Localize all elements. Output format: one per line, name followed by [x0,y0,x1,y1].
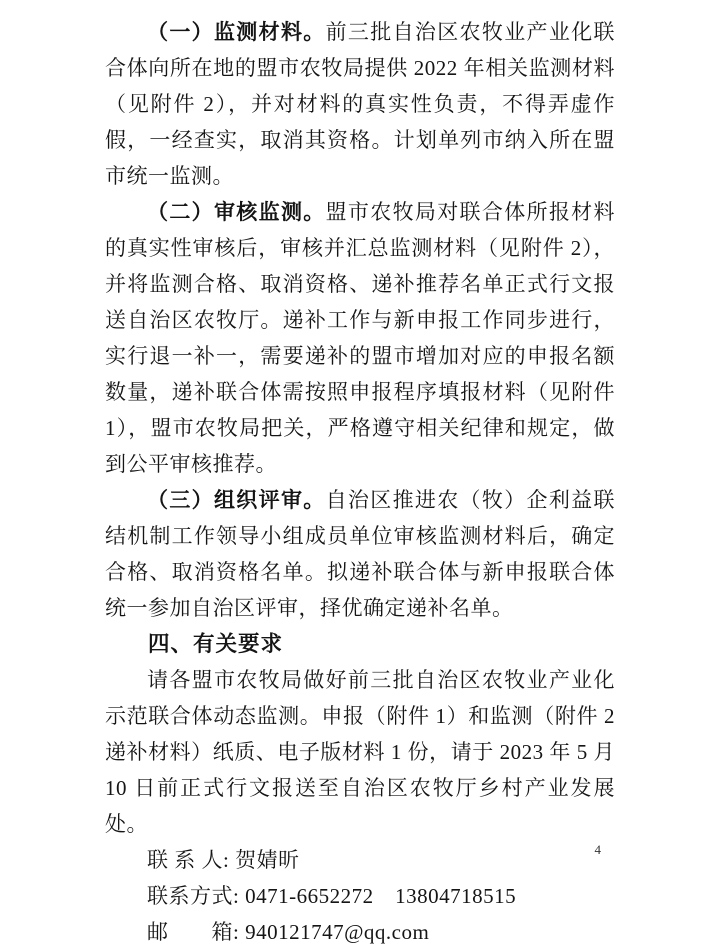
paragraph-monitoring-materials [105,14,615,194]
document-body [105,14,615,950]
paragraph-organize-evaluation [105,482,615,626]
paragraph-lead-label: （三）组织评审。 [147,488,326,512]
contact-person-line [105,842,615,878]
section-heading: 四、有关要求 [148,632,284,656]
paragraph-lead-label: （二）审核监测。 [147,200,326,224]
contact-email-label: 邮 箱: [147,920,240,944]
contact-phone-line [105,878,615,914]
paragraph-body-text: 自治区推进农（牧）企利益联结机制工作领导小组成员单位审核监测材料后，确定合格、取消资格名单。拟递补联合体与新申报联合体统一参加自治区评审，择优确定递补名单。 [105,488,616,620]
contact-phone-label: 联系方式: [147,884,240,908]
closing-paragraph: 请各盟市农牧局做好前三批自治区农牧业产业化示范联合体动态监测。申报（附件 1）和监测（附件 2 递补材料）纸质、电子版材料 1 份，请于 2023 年 5 月 10 日前正式行文报送至自治区农牧厅乡村产业发展处。 [105,668,615,836]
contact-person-value: 贺婧昕 [235,848,300,872]
page-number: 4 [594,842,601,857]
contact-person-label: 联 系 人: [147,848,230,872]
paragraph-lead-label: （一）监测材料。 [147,20,326,44]
paragraph-body-text: 前三批自治区农牧业产业化联合体向所在地的盟市农牧局提供 2022 年相关监测材料（见附件 2），并对材料的真实性负责，不得弄虚作假，一经查实，取消其资格。计划单列市纳入所在盟市统一监测。 [105,20,616,188]
contact-email-line [105,914,615,950]
paragraph-body-text: 盟市农牧局对联合体所报材料的真实性审核后，审核并汇总监测材料（见附件 2），并将监测合格、取消资格、递补推荐名单正式行文报送自治区农牧厅。递补工作与新申报工作同步进行，实行退一补一，需要递补的盟市增加对应的申报名额数量，递补联合体需按照申报程序填报材料（见附件 1），盟市农牧局把关，严格遵守相关纪律和规定，做到公平审核推荐。 [105,200,616,476]
contact-phone-value: 0471-6652272 13804718515 [245,884,517,908]
contact-block [105,842,615,950]
paragraph-review-monitoring [105,194,615,482]
contact-email-value: 940121747@qq.com [245,920,430,944]
